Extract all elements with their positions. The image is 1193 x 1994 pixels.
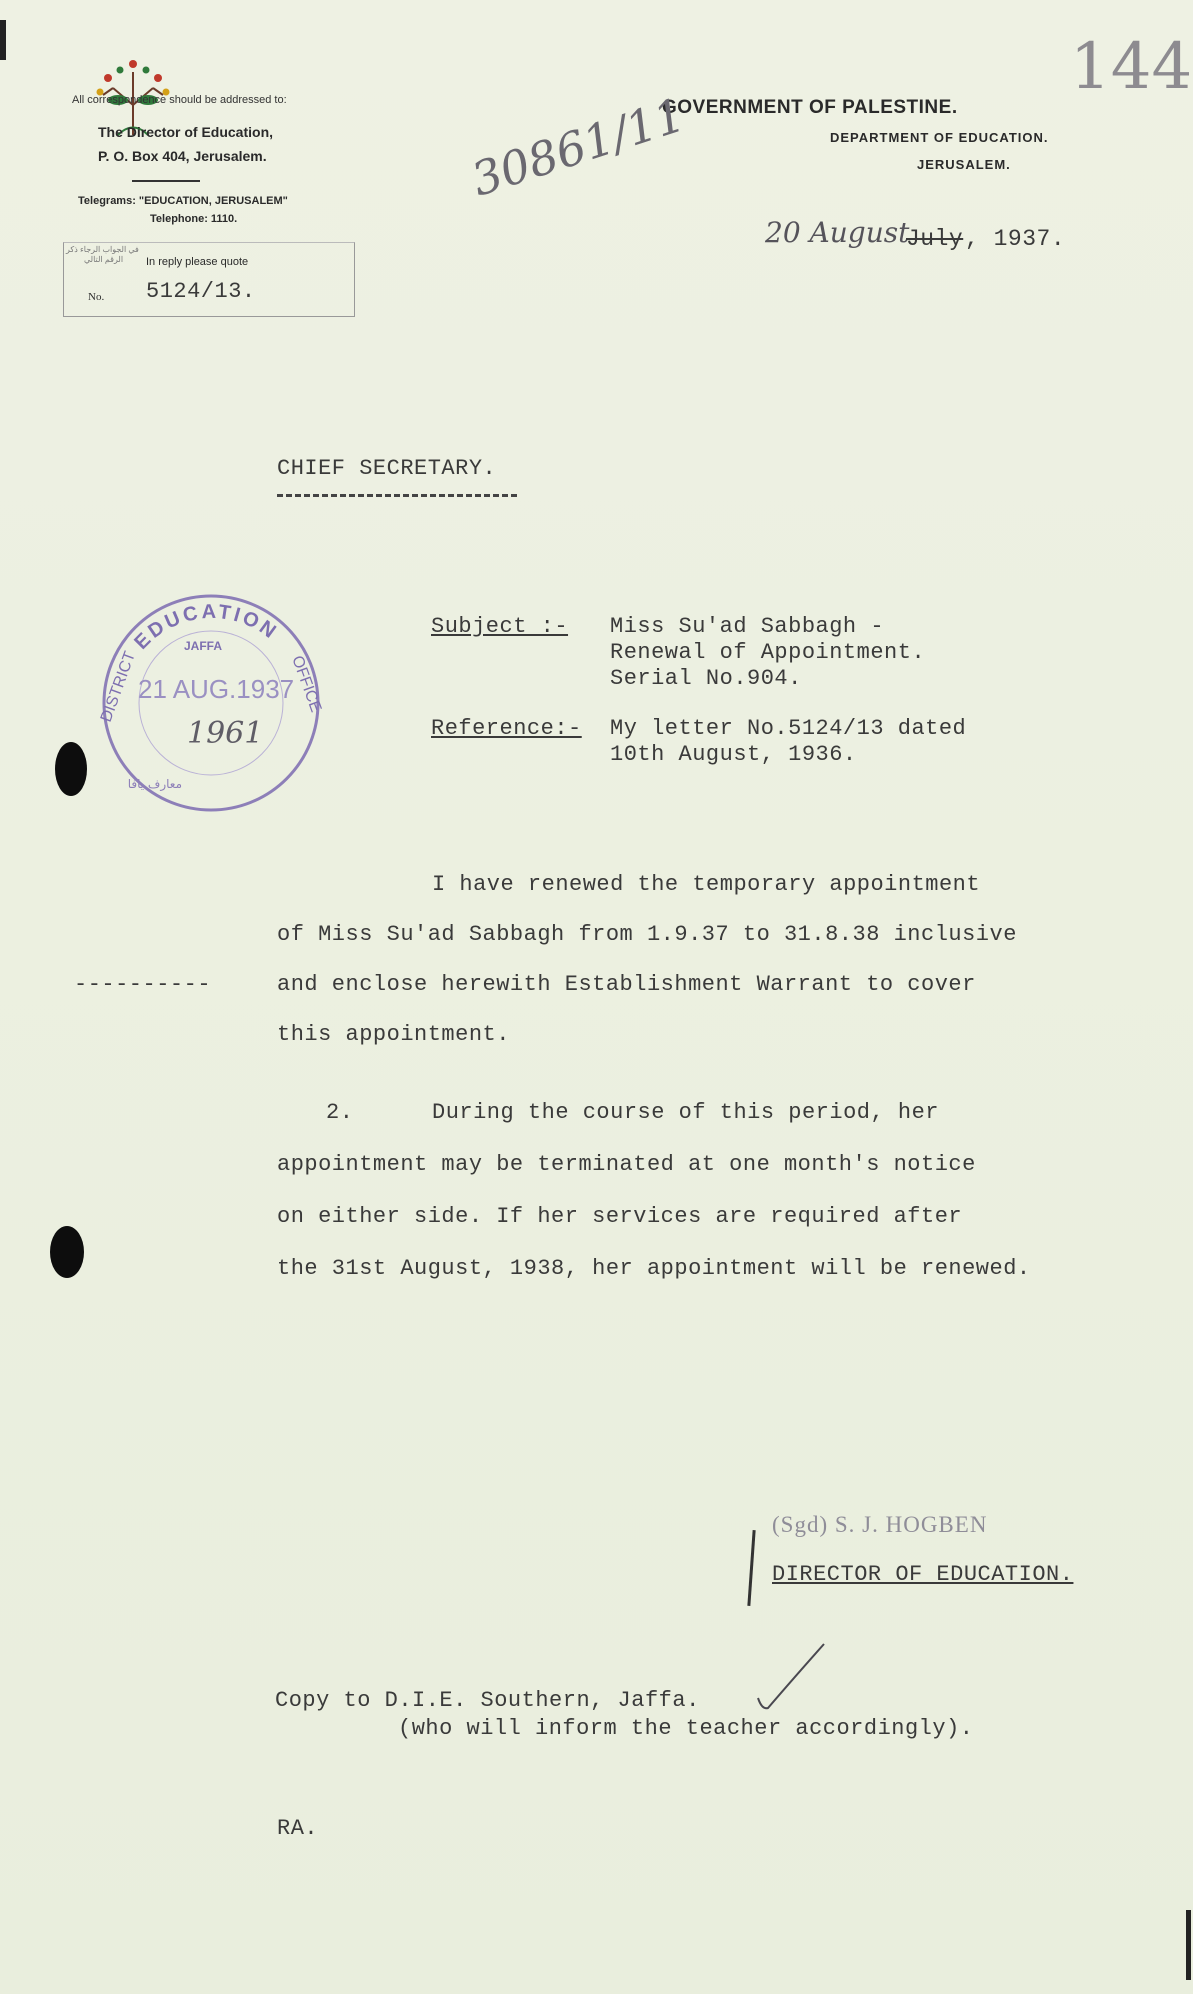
body-p2-number: 2. (326, 1100, 354, 1125)
margin-dashes: ---------- (74, 972, 212, 997)
subject-line-1: Miss Su'ad Sabbagh - (610, 614, 885, 639)
handwritten-date: 20 August (765, 216, 910, 249)
body-p1-line-1: I have renewed the temporary appointment (432, 872, 981, 897)
reply-quote-box (63, 242, 355, 317)
signature-stroke-icon (747, 1530, 755, 1606)
stamp-number: 1961 (187, 716, 264, 751)
body-p1-line-3: and enclose herewith Establishment Warrant to cover (277, 972, 976, 997)
stamp-left-text: DISTRICT (97, 649, 139, 725)
punch-hole-bottom (50, 1226, 84, 1278)
district-office-stamp (82, 578, 340, 818)
body-p2-line-2: appointment may be terminated at one month's notice (277, 1152, 976, 1177)
copy-line-1: Copy to D.I.E. Southern, Jaffa. (275, 1688, 700, 1713)
tick-mark-icon (752, 1640, 832, 1720)
telephone: Telephone: 1110. (150, 213, 238, 225)
telegrams: Telegrams: "EDUCATION, JERUSALEM" (78, 195, 288, 207)
no-label: No. (88, 291, 105, 303)
body-p2-line-3: on either side. If her services are required after (277, 1204, 963, 1229)
body-p1-line-4: this appointment. (277, 1022, 510, 1047)
stamp-city: JAFFA (184, 639, 223, 653)
addressee-line-1: The Director of Education, (98, 124, 274, 140)
reference-line-2: 10th August, 1936. (610, 742, 857, 767)
arabic-quote-line-1: في الجواب الرجاء ذكر (66, 245, 139, 254)
signature-sgd: (Sgd) S. J. HOGBEN (772, 1512, 988, 1537)
stamp-right-text: OFFICE (288, 653, 325, 715)
handwritten-file-number: 30861/11 (465, 87, 692, 207)
reference-number: 5124/13. (146, 279, 256, 304)
city-heading: JERUSALEM. (917, 157, 1011, 172)
body-p1-line-2: of Miss Su'ad Sabbagh from 1.9.37 to 31.8.38 inclusive (277, 922, 1017, 947)
edge-mark-bottom-right (1186, 1910, 1191, 1980)
addressee-line-2: P. O. Box 404, Jerusalem. (98, 148, 267, 164)
subject-line-3: Serial No.904. (610, 666, 802, 691)
typist-initials: RA. (277, 1816, 319, 1841)
addressee: CHIEF SECRETARY. (277, 456, 497, 481)
reply-label: In reply please quote (146, 256, 249, 268)
stamp-arabic: معارف يافا (127, 777, 182, 791)
copy-line-2: (who will inform the teacher accordingly). (398, 1716, 974, 1741)
subject-label: Subject :- (431, 614, 569, 639)
stamp-top-text: EDUCATION (130, 600, 283, 654)
reference-label: Reference:- (431, 716, 582, 741)
signature-title: DIRECTOR OF EDUCATION. (772, 1562, 1074, 1587)
edge-mark-top-left (0, 20, 6, 60)
addressee-underline (277, 494, 517, 497)
address-intro: All correspondence should be addressed to: (72, 94, 287, 106)
body-p2-line-4: the 31st August, 1938, her appointment will be renewed. (277, 1256, 1031, 1281)
department-heading: DEPARTMENT OF EDUCATION. (830, 130, 1049, 145)
page-number: 144 (1070, 30, 1193, 104)
government-heading: GOVERNMENT OF PALESTINE. (662, 97, 958, 118)
subject-line-2: Renewal of Appointment. (610, 640, 926, 665)
letterhead-divider (132, 180, 200, 182)
arabic-quote-line-2: الرقم التالي (84, 255, 124, 264)
reference-line-1: My letter No.5124/13 dated (610, 716, 967, 741)
body-p2-line-1: During the course of this period, her (432, 1100, 939, 1125)
struck-month: July (906, 226, 964, 252)
date-year: , 1937. (965, 226, 1066, 252)
stamp-date: 21 AUG.1937 (138, 674, 295, 704)
punch-hole-top (55, 742, 87, 796)
